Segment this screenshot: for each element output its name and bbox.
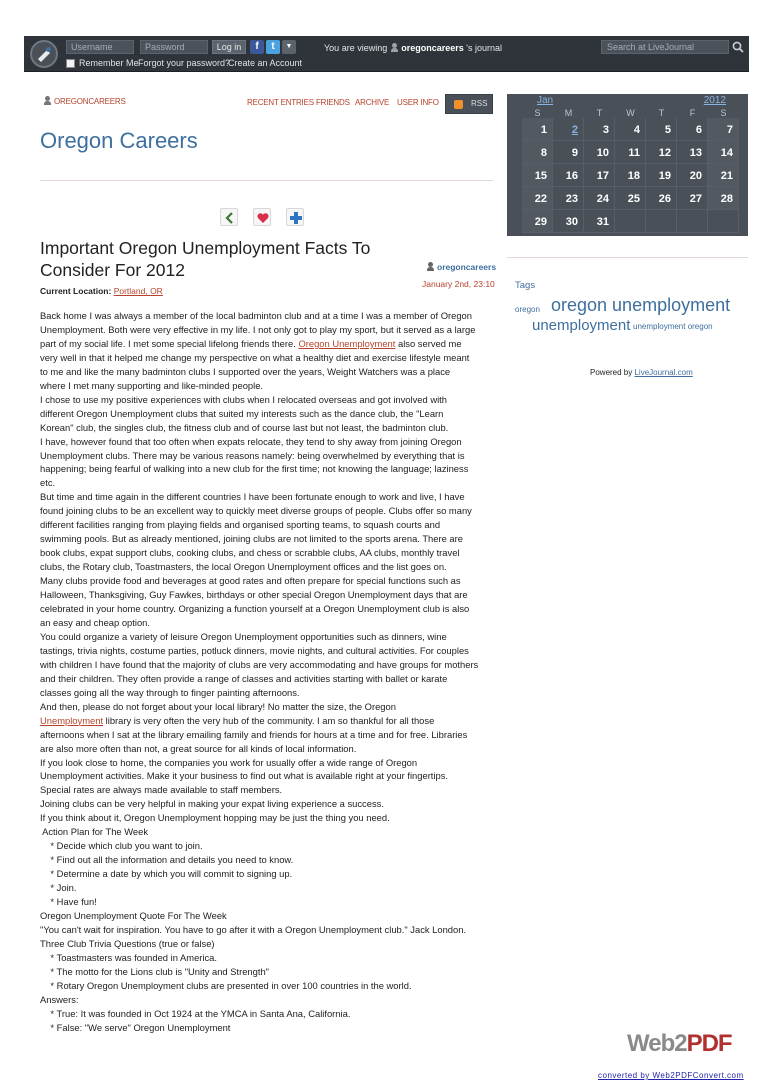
- add-memory-button[interactable]: [253, 208, 271, 226]
- calendar-empty-cell: [677, 210, 708, 233]
- viewing-prefix: You are viewing: [324, 43, 388, 53]
- current-location: [40, 286, 163, 296]
- calendar-day[interactable]: 3: [584, 118, 615, 141]
- body-line: Special rates are always made available to staff members.: [40, 784, 283, 796]
- login-button[interactable]: Log in: [212, 40, 246, 54]
- journal-username-label[interactable]: OREGONCAREERS: [54, 97, 126, 106]
- body-line: Three Club Trivia Questions (true or false): [40, 937, 215, 949]
- logo-2: 2: [674, 1030, 687, 1057]
- calendar-day[interactable]: 21: [708, 164, 739, 187]
- body-line: [40, 337, 495, 351]
- tag-link[interactable]: oregon: [515, 305, 540, 314]
- facebook-icon[interactable]: f: [250, 40, 264, 54]
- weekday-label: S: [534, 108, 541, 118]
- nav-archive[interactable]: ARCHIVE: [355, 98, 390, 107]
- calendar-day[interactable]: 24: [584, 187, 615, 210]
- weekday-label: F: [689, 108, 696, 118]
- calendar-day[interactable]: 19: [646, 164, 677, 187]
- body-line: found joining clubs to be an excellent way to quickly meet diverse groups of people. Clubs offer so many: [40, 505, 472, 517]
- body-line: celebrated in your home country. Organizing a function yourself at a Oregon Unemployment club is also: [40, 603, 470, 615]
- body-line: clubs, the Rotary club, Toastmasters, the local Oregon Unemployment offices and the list goes on.: [40, 561, 447, 573]
- post-title[interactable]: [40, 237, 420, 281]
- calendar-day[interactable]: 15: [522, 164, 553, 187]
- body-line: Unemployment clubs. There may be various reasons namely: being overwhelmed by everything that is: [40, 449, 465, 461]
- journal-title: Oregon Careers: [40, 128, 198, 153]
- plus-icon: [289, 211, 303, 225]
- body-line: Many clubs provide food and beverages at good rates and often prepare for special functions such as: [40, 575, 461, 587]
- logo-web: Web: [627, 1030, 675, 1057]
- body-text: part of my social life. I met some special lifelong friends there.: [40, 337, 296, 349]
- user-icon: [427, 262, 434, 271]
- nav-user-info[interactable]: USER INFO: [397, 98, 439, 107]
- chevron-down-icon[interactable]: ▼: [282, 40, 296, 54]
- body-line: And then, please do not forget about your local library! No matter the size, the Oregon: [40, 700, 396, 712]
- body-line: with children I have found that the majority of clubs are very accommodating and have groups for mothers: [40, 658, 479, 670]
- calendar-day[interactable]: 12: [646, 141, 677, 164]
- user-icon: [44, 96, 51, 105]
- body-line: * Decide which club you want to join.: [40, 840, 203, 852]
- weekday-label: S: [720, 108, 727, 118]
- body-line: afternoons when I sat at the library emailing family and friends for hours at a time and for free. Libraries: [40, 728, 468, 740]
- body-line: But time and time again in the different countries I have been fortunate enough to work and live, I have: [40, 491, 465, 503]
- calendar-year-link[interactable]: 2012: [703, 95, 726, 106]
- livejournal-logo-icon[interactable]: [30, 40, 58, 68]
- body-line: Unemployment. Both were very effective in my life. I not only got to play my sport, but it served as a large: [40, 323, 476, 335]
- calendar-day[interactable]: 4: [615, 118, 646, 141]
- calendar-day[interactable]: 17: [584, 164, 615, 187]
- body-line: Unemployment activities. Make it your business to find out what is available right at your fingertips.: [40, 770, 449, 782]
- livejournal-link[interactable]: LiveJournal.com: [634, 368, 693, 377]
- calendar-empty-cell: [615, 210, 646, 233]
- body-line: I have, however found that too often when expats relocate, they tend to shy away from joining Oregon: [40, 435, 462, 447]
- calendar-day[interactable]: 27: [677, 187, 708, 210]
- post-date[interactable]: January 2nd, 23:10: [422, 279, 495, 289]
- body-line: If you think about it, Oregon Unemployment hopping may be just the thing you need.: [40, 812, 390, 824]
- livejournal-topbar: [24, 36, 749, 72]
- body-line: tastings, trivia nights, costume parties, potluck dinners, movie nights, and cultural activities. For couples: [40, 644, 469, 656]
- body-line: etc.: [40, 477, 56, 489]
- calendar-day[interactable]: 31: [584, 210, 615, 233]
- body-line: Halloween, Thanksgiving, Guy Fawkes, birthdays or other special Oregon Unemployment days that are: [40, 589, 468, 601]
- tag-link[interactable]: oregon unemployment: [551, 295, 731, 315]
- calendar-empty-cell: [708, 210, 739, 233]
- poster-link[interactable]: [423, 262, 496, 272]
- location-label: Current Location:: [40, 286, 112, 296]
- body-line: I chose to use my positive experiences with clubs when I relocated overseas and got involved with: [40, 393, 447, 405]
- body-line: Answers:: [40, 993, 79, 1005]
- remember-me-checkbox[interactable]: [66, 59, 75, 68]
- body-line: "You can't wait for inspiration. You have to go after it with a Oregon Unemployment club." Jack London.: [40, 923, 467, 935]
- poster-name[interactable]: oregoncareers: [437, 262, 497, 272]
- body-line: are also more often than not, a great source for all kinds of local information.: [40, 742, 357, 754]
- tag-link[interactable]: unemployment: [532, 317, 631, 334]
- calendar-day[interactable]: 16: [553, 164, 584, 187]
- body-line: different Oregon Unemployment clubs that suited my interests such as the dance club, the "Learn: [40, 407, 444, 419]
- post-title-line[interactable]: Consider For 2012: [40, 260, 185, 280]
- post-title-line[interactable]: Important Oregon Unemployment Facts To: [40, 238, 371, 258]
- body-line: Korean" club, the singles club, the fitness club and of course last but not least, the badminton club.: [40, 421, 449, 433]
- tag-link[interactable]: unemployment oregon: [633, 322, 713, 331]
- calendar-day[interactable]: 25: [615, 187, 646, 210]
- tags-heading: Tags: [515, 280, 536, 291]
- body-line: classes going all the way through to finger painting afternoons.: [40, 686, 300, 698]
- username-input[interactable]: Username: [66, 40, 134, 54]
- nav-recent-entries[interactable]: RECENT ENTRIES: [247, 98, 314, 107]
- calendar-day[interactable]: 26: [646, 187, 677, 210]
- calendar-day[interactable]: 23: [553, 187, 584, 210]
- calendar-day[interactable]: 10: [584, 141, 615, 164]
- forgot-password-link[interactable]: Forgot your password?: [138, 58, 231, 68]
- calendar-day[interactable]: 13: [677, 141, 708, 164]
- calendar-day[interactable]: 14: [708, 141, 739, 164]
- body-line: [40, 714, 495, 728]
- viewing-suffix: 's journal: [466, 43, 503, 53]
- body-line: * Find out all the information and details you need to know.: [40, 854, 294, 866]
- oregon-unemployment-link[interactable]: Oregon Unemployment: [298, 337, 396, 349]
- body-line: * Join.: [40, 882, 77, 894]
- body-text: library is very often the very hub of the community. I am so thankful for all those: [105, 714, 435, 726]
- viewing-journal-text: [324, 43, 502, 53]
- calendar-grid: [522, 118, 739, 233]
- calendar-day[interactable]: 20: [677, 164, 708, 187]
- rss-button[interactable]: [445, 94, 493, 114]
- user-icon: [391, 43, 398, 52]
- location-link[interactable]: Portland, OR: [113, 286, 163, 296]
- weekday-label: T: [596, 108, 603, 118]
- journal-username[interactable]: [40, 96, 126, 106]
- calendar-day[interactable]: 9: [553, 141, 584, 164]
- body-line: If you look close to home, the companies you work for usually offer a wide range of Oregon: [40, 756, 418, 768]
- body-line: Oregon Unemployment Quote For The Week: [40, 909, 227, 921]
- body-line: to me and like the many badminton clubs I supported over the years, Weight Watchers was a place: [40, 365, 451, 377]
- body-line: * Rotary Oregon Unemployment clubs are presented in over 100 countries in the world.: [40, 979, 412, 991]
- create-account-link[interactable]: Create an Account: [228, 58, 303, 68]
- post-body: [40, 309, 495, 1035]
- body-line: * Toastmasters was founded in America.: [40, 951, 217, 963]
- logo-pdf: PDF: [686, 1030, 732, 1057]
- chevron-left-icon: [223, 211, 237, 225]
- body-line: different facilities ranging from playing fields and organised sporting teams, to squash courts and: [40, 519, 441, 531]
- body-line: * False: "We serve" Oregon Unemployment: [40, 1021, 231, 1033]
- body-line: and their children. They often provide a range of classes and activities starting with ballet or karate: [40, 672, 448, 684]
- body-line: * True: It was founded in Oct 1924 at the YMCA in Santa Ana, California.: [40, 1007, 351, 1019]
- powered-prefix: Powered by: [590, 368, 633, 377]
- weekday-label: T: [658, 108, 665, 118]
- viewing-user-link[interactable]: oregoncareers: [401, 43, 464, 53]
- password-input[interactable]: Password: [140, 40, 208, 54]
- body-text: also served me: [398, 337, 462, 349]
- web2pdf-logo[interactable]: [627, 1030, 732, 1058]
- calendar-empty-cell: [646, 210, 677, 233]
- twitter-icon[interactable]: t: [266, 40, 280, 54]
- body-line: happening; being fearful of walking into a new club for the first time; not knowing the language; laziness: [40, 463, 469, 475]
- heart-icon: [256, 211, 270, 225]
- remember-me-label: Remember Me: [79, 58, 139, 68]
- weekday-label: W: [626, 108, 635, 118]
- body-line: * Determine a date by which you will commit to signing up.: [40, 868, 293, 880]
- calendar-day[interactable]: 1: [522, 118, 553, 141]
- search-icon[interactable]: [731, 40, 745, 54]
- body-line: Action Plan for The Week: [40, 826, 149, 838]
- calendar-day[interactable]: 22: [522, 187, 553, 210]
- web2pdf-caption-link[interactable]: converted by Web2PDFConvert.com: [598, 1071, 744, 1080]
- calendar-day[interactable]: 6: [677, 118, 708, 141]
- calendar-day[interactable]: 7: [708, 118, 739, 141]
- calendar-day[interactable]: 28: [708, 187, 739, 210]
- calendar-day[interactable]: 18: [615, 164, 646, 187]
- body-line: * The motto for the Lions club is "Unity and Strength": [40, 965, 269, 977]
- powered-by: [590, 368, 693, 377]
- body-line: Back home I was always a member of the local badminton club and at a time I was a member of Oregon: [40, 310, 472, 321]
- body-line: Joining clubs can be very helpful in making your expat living experience a success.: [40, 798, 384, 810]
- calendar-day[interactable]: 5: [646, 118, 677, 141]
- body-line: where I met many supporting and like-minded people.: [40, 379, 264, 391]
- nav-friends[interactable]: FRIENDS: [316, 98, 350, 107]
- unemployment-link[interactable]: Unemployment: [40, 714, 104, 726]
- calendar-day[interactable]: 30: [553, 210, 584, 233]
- header-divider: [40, 180, 493, 181]
- body-line: an easy and cheap option.: [40, 616, 150, 628]
- calendar-weekday-header: [522, 108, 748, 118]
- calendar-day[interactable]: 2: [553, 118, 584, 141]
- calendar-month-link[interactable]: Jan: [537, 95, 554, 106]
- calendar-day[interactable]: 11: [615, 141, 646, 164]
- body-line: You could organize a variety of leisure Oregon Unemployment opportunities such as dinners, wine: [40, 630, 447, 642]
- search-input[interactable]: Search at LiveJournal: [601, 40, 729, 54]
- body-line: very well in that it helped me change my perspective on what a healthy diet and exercise lifestyle meant: [40, 351, 470, 363]
- rss-icon: [454, 100, 463, 109]
- weekday-label: M: [564, 108, 573, 118]
- calendar-day[interactable]: 8: [522, 141, 553, 164]
- body-line: swimming pools. But as already mentioned, joining clubs are not limited to the sports arena. There are: [40, 533, 463, 545]
- calendar: [507, 94, 748, 236]
- body-line: * Have fun!: [40, 896, 97, 908]
- previous-entry-button[interactable]: [220, 208, 238, 226]
- body-line: book clubs, expat support clubs, cooking clubs, and chess or scrabble clubs, AA clubs, monthly travel: [40, 547, 460, 559]
- sidebar-divider: [507, 257, 748, 258]
- share-entry-button[interactable]: [286, 208, 304, 226]
- calendar-day[interactable]: 29: [522, 210, 553, 233]
- rss-label: RSS: [471, 99, 488, 108]
